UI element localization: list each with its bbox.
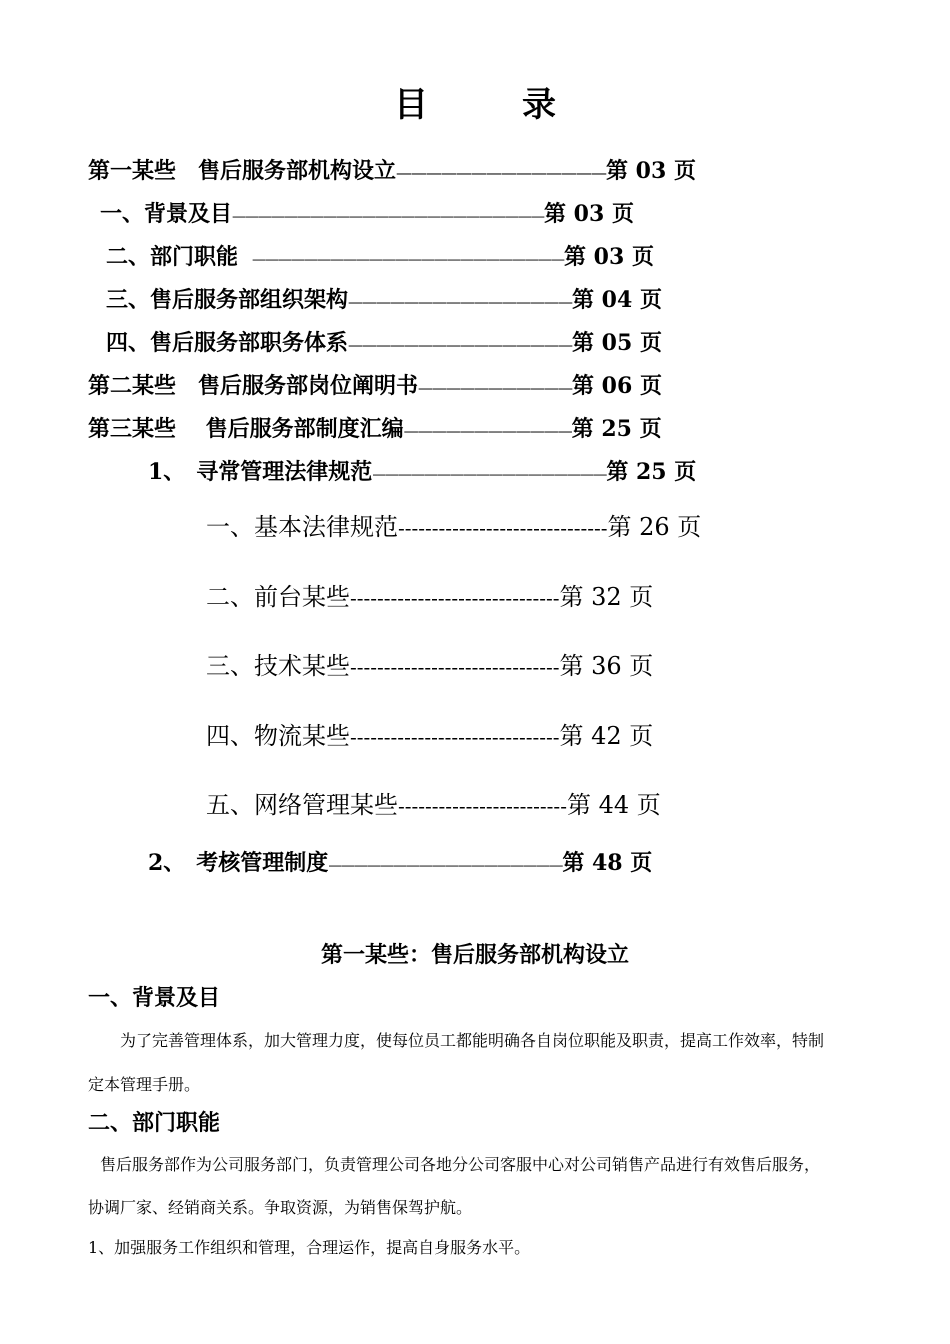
toc-leader: ——————————————	[396, 163, 607, 182]
toc-page: 第 03 页	[564, 244, 654, 270]
paragraph: 协调厂家、经销商关系。争取资源，为销售保驾护航。	[88, 1198, 473, 1217]
toc-leader: -------------------------------	[350, 586, 560, 610]
toc-leader: ————————————————————————	[252, 252, 565, 268]
toc-label: 三、售后服务部组织架构	[106, 287, 349, 313]
toc-page: 第 44 页	[566, 791, 661, 819]
toc-page: 第 26 页	[607, 513, 702, 541]
toc-entry-technical[interactable]	[206, 654, 653, 678]
toc-leader: -------------------------------	[350, 725, 560, 749]
toc-entry-positions[interactable]	[106, 332, 662, 354]
toc-page: 第 25 页	[571, 416, 662, 442]
toc-label: 五、网络管理某些	[206, 791, 398, 819]
toc-label: 二、前台某些	[206, 583, 350, 611]
toc-entry-part3[interactable]	[88, 418, 662, 440]
toc-title: 目 录	[394, 85, 586, 125]
toc-entry-functions[interactable]	[106, 246, 654, 268]
toc-entry-part1[interactable]	[88, 160, 696, 182]
toc-label: 三、技术某些	[206, 652, 350, 680]
toc-entry-structure[interactable]	[106, 289, 662, 311]
toc-page: 第 48 页	[562, 850, 653, 876]
toc-page: 第 04 页	[572, 287, 662, 313]
paragraph: 定本管理手册。	[88, 1075, 201, 1094]
toc-leader: -------------------------------	[350, 655, 560, 679]
toc-label: 第二某些 售后服务部岗位阐明书	[88, 373, 419, 399]
toc-leader: ————————————	[403, 422, 572, 440]
toc-leader: -------------------------	[398, 794, 567, 818]
toc-leader: -------------------------------	[398, 516, 608, 540]
toc-label: 四、售后服务部职务体系	[106, 330, 349, 356]
toc-entry-front-desk[interactable]	[206, 585, 653, 609]
toc-leader: ——————————————————	[372, 467, 607, 483]
toc-entry-network[interactable]	[206, 793, 661, 817]
section-heading-background: 一、背景及目	[88, 985, 221, 1011]
paragraph: 售后服务部作为公司服务部门，负责管理公司各地分公司客服中心对公司销售产品进行有效售后服务，	[100, 1155, 821, 1174]
toc-page: 第 05 页	[572, 330, 662, 356]
toc-page: 第 42 页	[559, 722, 654, 750]
toc-leader: ——————————————————	[328, 858, 563, 874]
toc-leader: ————————————————————————	[232, 209, 545, 225]
toc-page: 第 36 页	[559, 652, 654, 680]
section-heading-functions: 二、部门职能	[88, 1110, 221, 1136]
toc-page: 第 32 页	[559, 583, 654, 611]
toc-page: 第 06 页	[572, 373, 662, 399]
toc-label: 第一某些 售后服务部机构设立	[88, 158, 397, 184]
toc-leader: ———————————	[418, 379, 573, 397]
paragraph: 1、加强服务工作组织和管理，合理运作，提高自身服务水平。	[88, 1238, 531, 1257]
toc-page: 第 25 页	[606, 459, 697, 485]
toc-leader: ————————————————	[348, 293, 573, 311]
toc-entry-background[interactable]	[100, 203, 634, 225]
paragraph: 为了完善管理体系，加大管理力度，使每位员工都能明确各自岗位职能及职责，提高工作效率，特制	[120, 1031, 825, 1050]
toc-entry-logistics[interactable]	[206, 724, 653, 748]
toc-entry-basic-rules[interactable]	[206, 515, 701, 539]
toc-label: 1、 寻常管理法律规范	[148, 459, 373, 485]
toc-label: 四、物流某些	[206, 722, 350, 750]
toc-leader: ————————————————	[348, 336, 573, 354]
toc-label: 二、部门职能	[106, 244, 239, 270]
toc-label: 2、 考核管理制度	[148, 850, 329, 876]
toc-entry-daily-rules[interactable]	[148, 461, 696, 483]
toc-label: 第三某些 售后服务部制度汇编	[88, 416, 404, 442]
toc-entry-part2[interactable]	[88, 375, 662, 397]
toc-page: 第 03 页	[544, 201, 634, 227]
toc-label: 一、背景及目	[100, 201, 233, 227]
section-title: 第一某些：售后服务部机构设立	[320, 942, 629, 968]
toc-page: 第 03 页	[606, 158, 696, 184]
toc-label: 一、基本法律规范	[206, 513, 398, 541]
toc-entry-assessment[interactable]	[148, 852, 652, 874]
